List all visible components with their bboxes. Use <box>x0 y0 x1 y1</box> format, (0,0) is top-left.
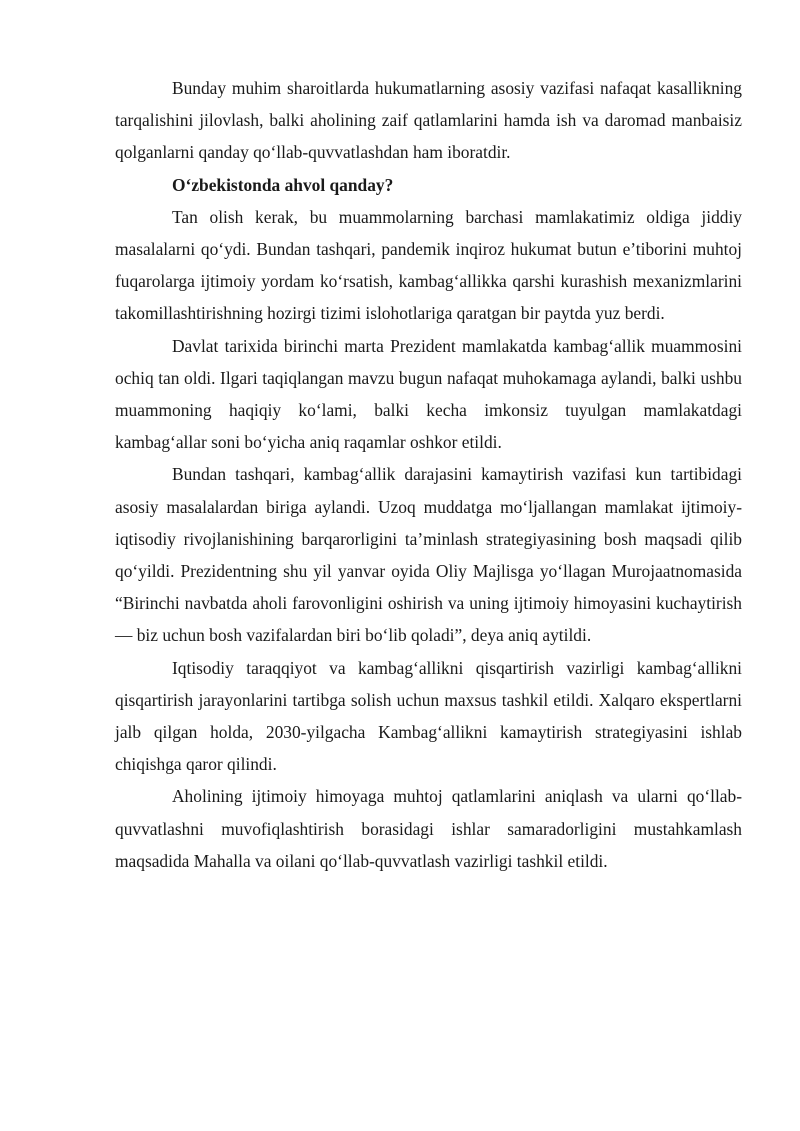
paragraph-2: Tan olish kerak, bu muammolarning barchasi mamlakatimiz oldiga jiddiy masalalarni qo‘ydi. Bundan tashqari, pandemik inqiroz hukumat butun e’tiborini muhtoj fuqarolarga ijtimoiy yordam ko‘rsatish, kambag‘allikka qarshi kurashish mexanizmlarini takomillashtirishning hozirgi tizimi islohotlariga qaratgan bir paytda yuz berdi. <box>115 206 742 324</box>
section-heading: O‘zbekistonda ahvol qanday? <box>172 174 394 195</box>
paragraph-5: Iqtisodiy taraqqiyot va kambag‘allikni qisqartirish vazirligi kambag‘allikni qisqartirish jarayonlarini tartibga solish uchun maxsus tashkil etildi. Xalqaro ekspertlarni jalb qilgan holda, 2030-yilgacha Kambag‘allikni kamaytirish strategiyasini ishlab chiqishga qaror qilindi. <box>115 657 742 775</box>
paragraph-4: Bundan tashqari, kambag‘allik darajasini kamaytirish vazifasi kun tartibidagi asosiy masalalardan biriga aylandi. Uzoq muddatga mo‘ljallangan mamlakat ijtimoiy-iqtisodiy rivojlanishining barqarorligini ta’minlash strategiyasining bosh maqsadi qilib qo‘yildi. Prezidentning shu yil yanvar oyida Oliy Majlisga yo‘llagan Murojaatnomasida “Birinchi navbatda aholi farovonligini oshirish va uning ijtimoiy himoyasini kuchaytirish — biz uchun bosh vazifalardan biri bo‘lib qoladi”, deya aniq aytildi. <box>115 464 742 646</box>
document-page <box>115 72 742 877</box>
paragraph-6: Aholining ijtimoiy himoyaga muhtoj qatlamlarini aniqlash va ularni qo‘llab-quvvatlashni muvofiqlashtirish borasidagi ishlar samaradorligini mustahkamlash maqsadida Mahalla va oilani qo‘llab-quvvatlash vazirligi tashkil etildi. <box>115 786 742 871</box>
paragraph-1: Bunday muhim sharoitlarda hukumatlarning asosiy vazifasi nafaqat kasallikning tarqalishini jilovlash, balki aholining zaif qatlamlarini hamda ish va daromad manbaisiz qolganlarni qanday qo‘llab-quvvatlashdan ham iboratdir. <box>115 78 742 163</box>
paragraph-3: Davlat tarixida birinchi marta Prezident mamlakatda kambag‘allik muammosini ochiq tan oldi. Ilgari taqiqlangan mavzu bugun nafaqat muhokamaga aylandi, balki ushbu muammoning haqiqiy ko‘lami, balki kecha imkonsiz tuyulgan mamlakatdagi kambag‘allar soni bo‘yicha aniq raqamlar oshkor etildi. <box>115 335 742 453</box>
